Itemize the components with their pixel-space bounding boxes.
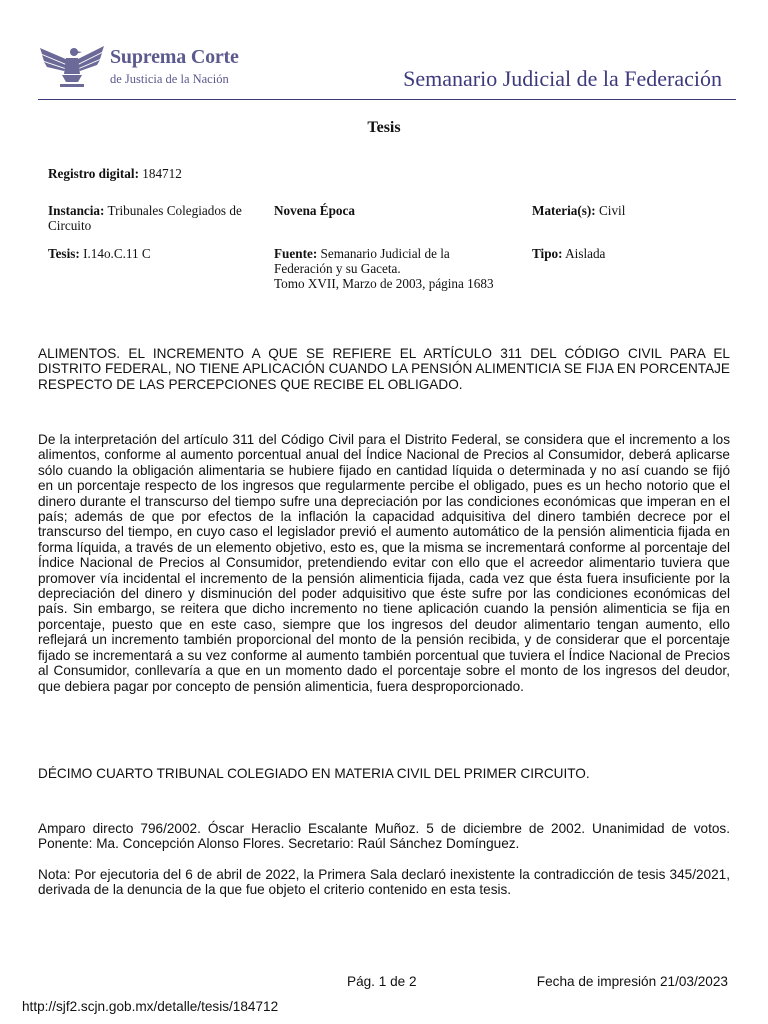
logo-subtitle: de Justicia de la Nación [110, 72, 229, 86]
tesis-label: Tesis: [48, 246, 80, 261]
materia-label: Materia(s): [532, 203, 596, 218]
registro-label: Registro digital: [48, 166, 139, 181]
fuente [274, 246, 506, 291]
scjn-logo [38, 42, 278, 92]
rubro-heading: ALIMENTOS. EL INCREMENTO A QUE SE REFIERE EL ARTÍCULO 311 DEL CÓDIGO CIVIL PARA EL DISTRITO FEDERAL, NO TIENE APLICACIÓN CUANDO LA PENSIÓN ALIMENTICIA SE FIJA EN PORCENTAJE RESPECTO DE LAS PERCEPCIONES QUE RECIBE EL OBLIGADO. [38, 346, 730, 392]
epoca-label: Novena Época [274, 203, 355, 218]
materia-value: Civil [599, 203, 626, 218]
registro-digital [48, 166, 182, 181]
epoca [274, 203, 355, 218]
page-number: Pág. 1 de 2 [347, 974, 417, 989]
publication-title: Semanario Judicial de la Federación [403, 66, 722, 91]
fuente-label: Fuente: [274, 246, 318, 261]
instancia-label: Instancia: [48, 203, 105, 218]
precedent: Amparo directo 796/2002. Óscar Heraclio Escalante Muñoz. 5 de diciembre de 2002. Unanimidad de votos. Ponente: Ma. Concepción Alonso Flores. Secretario: Raúl Sánchez Domínguez. [38, 821, 730, 852]
tipo-value: Aislada [565, 246, 606, 261]
thesis-body: De la interpretación del artículo 311 del Código Civil para el Distrito Federal, se considera que el incremento a los alimentos, conforme al aumento porcentual anual del Índice Nacional de Precios al Consumidor, deberá aplicarse sólo cuando la obligación alimentaria se hubiere fijado en cantidad líquida o determinada y no así cuando se fijó en un porcentaje respecto de los ingresos que regularmente percibe el obligado, pues es un hecho notorio que el dinero durante el transcurso del tiempo sufre una depreciación por las condiciones económicas que imperan en el país; además de que por efectos de la inflación la capacidad adquisitiva del dinero también decrece por el transcurso del tiempo, en cuyo caso el legislador previó el aumento automático de la pensión alimenticia fijada en forma líquida, a través de un elemento objetivo, esto es, que la misma se incrementará conforme al porcentaje del Índice Nacional de Precios al Consumidor, pretendiendo evitar con ello que el acreedor alimentario tuviera que promover vía incidental el incremento de la pensión alimenticia fijada, cada vez que ésta fuera insuficiente por la depreciación del dinero y disminución del poder adquisitivo que éste sufre por las condiciones económicas del país. Sin embargo, se reitera que dicho incremento no tiene aplicación cuando la pensión alimenticia se fija en porcentaje, puesto que en este caso, siempre que los ingresos del deudor alimentario tengan aumento, ello reflejará un incremento también proporcional del monto de la pensión recibida, y de considerar que el porcentaje fijado se incrementará a su vez conforme al aumento también porcentual que tuviera el Índice Nacional de Precios al Consumidor, conllevaría a que en un momento dado el porcentaje sobre el monto de los ingresos del deudor, que debiera pagar por concepto de pensión alimenticia, fuera desproporcionado. [38, 432, 730, 694]
note: Nota: Por ejecutoria del 6 de abril de 2022, la Primera Sala declaró inexistente la contradicción de tesis 345/2021, derivada de la denuncia de la que fue objeto el criterio contenido en esta tesis. [38, 867, 730, 898]
instancia-value: Tribunales Colegiados de Circuito [48, 203, 242, 233]
tomo-value: Tomo XVII, Marzo de 2003, página 1683 [274, 276, 494, 291]
tipo [532, 246, 605, 261]
materia [532, 203, 625, 218]
print-date: Fecha de impresión 21/03/2023 [536, 974, 728, 989]
tipo-label: Tipo: [532, 246, 563, 261]
logo-title: Suprema Corte [110, 46, 239, 68]
source-url[interactable]: http://sjf2.scjn.gob.mx/detalle/tesis/184712 [22, 999, 279, 1014]
fuente-value: Semanario Judicial de la Federación y su Gaceta. [274, 246, 450, 276]
header-divider [38, 99, 736, 100]
registro-value: 184712 [142, 166, 182, 181]
issuing-court: DÉCIMO CUARTO TRIBUNAL COLEGIADO EN MATERIA CIVIL DEL PRIMER CIRCUITO. [38, 766, 590, 781]
instancia [48, 203, 266, 233]
tesis-id [48, 246, 151, 261]
document-title: Tesis [367, 119, 401, 136]
eagle-emblem-icon [38, 42, 106, 90]
tesis-value: I.14o.C.11 C [83, 246, 151, 261]
